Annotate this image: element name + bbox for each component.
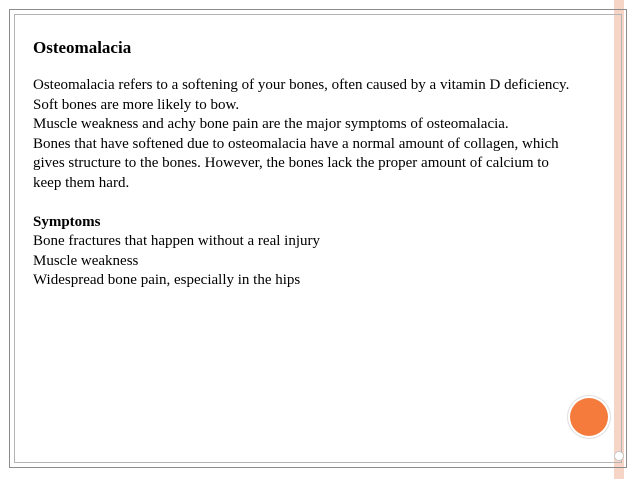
body-line: Muscle weakness and achy bone pain are the major symptoms of osteomalacia. — [33, 116, 509, 132]
symptom-item: Bone fractures that happen without a real injury — [33, 233, 320, 249]
decorative-orange-circle — [570, 398, 608, 436]
symptoms-heading: Symptoms — [33, 213, 101, 230]
body-line: gives structure to the bones. However, the bones lack the proper amount of calcium to — [33, 155, 549, 171]
symptoms-list — [33, 232, 613, 291]
symptom-item: Widespread bone pain, especially in the hips — [33, 272, 301, 288]
symptom-item: Muscle weakness — [33, 252, 139, 269]
body-line: Bones that have softened due to osteomalacia have a normal amount of collagen, which — [33, 135, 559, 152]
decorative-small-circle — [614, 451, 624, 461]
slide-title: Osteomalacia — [33, 38, 132, 57]
body-line: Osteomalacia refers to a softening of your bones, often caused by a vitamin D deficiency. — [33, 77, 570, 93]
body-text — [33, 76, 613, 193]
body-line: keep them hard. — [33, 174, 130, 191]
slide-content — [33, 37, 613, 291]
body-line: Soft bones are more likely to bow. — [33, 96, 240, 113]
